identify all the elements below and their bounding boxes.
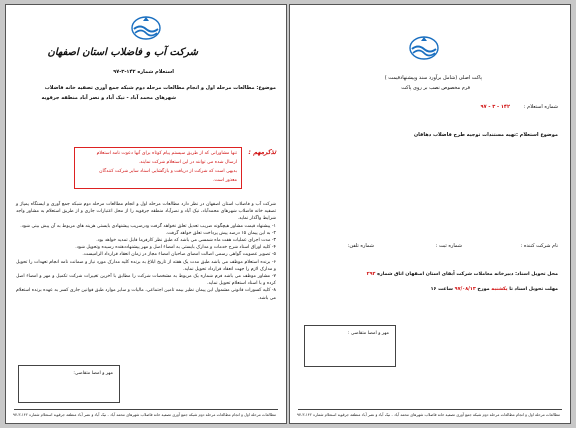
company-name: شرکت آب و فاضلاب استان اصفهان	[47, 47, 198, 58]
company-logo-icon	[130, 15, 162, 41]
applicant-stamp-label: مهر و امضا متقاضی :	[347, 331, 389, 336]
body-paragraph: ۴- کلیه اوراق اسناد شرح خدمات و مدارک بایستی به امضاء اصل و مهر پیشنهاددهنده رسیده وتحویل شود.	[75, 245, 276, 251]
delivery-place-text: محل تحویل اسناد: دبیرخانه معاملات شرکت آبفای استان اصفهان اتاق شماره	[377, 272, 558, 277]
delivery-deadline	[431, 287, 558, 292]
deadline-mid: مورخ	[477, 287, 490, 292]
envelope-header-line2: فرم مخصوص نصب بر روی پاکت	[401, 85, 470, 91]
body-paragraph: ۶- برنده استعلام موظف می باشد طبق مدت یک هفته از تاریخ ابلاغ به برنده کلیه مدارک مورد نیاز و ضمانت نامه انجام تعهدات را تحویل و مدارک لازم را جهت انعقاد قرارداد تحویل نماید.	[16, 259, 276, 272]
inquiry-number-label: شماره استعلام :	[523, 104, 558, 110]
footer-divider	[298, 409, 562, 410]
delivery-place	[367, 272, 558, 277]
deadline-prefix: مهلت تحویل اسناد تا	[509, 287, 558, 292]
subject-label: موضوع استعلام :	[515, 132, 558, 138]
page-footer: مطالعات مرحله اول و انجام مطالعات مرحله دوم شبکه جمع آوری تصفیه خانه فاضلاب شهرهای محمد آباد - نیک آباد و نصر آباد منطقه جرقویه استعلام شماره ۱۴۲-۳-۹۷	[296, 412, 560, 417]
applicant-stamp-box	[304, 325, 396, 367]
note-title: تذکرمهم :	[248, 148, 276, 156]
deadline-suffix: ساعت ۱۶	[430, 287, 453, 292]
deadline-day: یکشنبه	[491, 287, 508, 292]
company-logo-icon	[408, 35, 440, 61]
note-line-4: معذور است.	[212, 178, 237, 183]
phone-label: شماره تلفن:	[347, 243, 374, 249]
body-paragraph: ۵- تصویر عضویت گواهی رسمی اصالت امضای صاحبان امضاء مجاز در زمان انعقاد قرارداد الزامیست.	[82, 252, 276, 258]
subject-line-2: شهرهای محمد آباد - نیک آباد و نصر آباد منطقه جرقویه	[41, 95, 176, 101]
note-line-1: تنها مشاورانی که از طریق سیستم پیام کوتاه برای آنها دعوت نامه استعلام	[96, 151, 237, 156]
note-line-2: ارسال شده می توانند در این استعلام شرکت نمایند.	[138, 160, 237, 165]
sender-name-label: نام شرکت کننده :	[520, 243, 558, 249]
body-paragraph: ۲- به این پیمان ۱۵ درصد پیش پرداخت تعلق خواهد گرفت.	[165, 230, 276, 236]
applicant-stamp-label: مهر و امضا متقاضی:	[73, 371, 113, 376]
subject-text: تهیه مستندات توجیه طرح فاضلاب دهاقان	[413, 132, 516, 138]
body-paragraph: شرکت آب و فاضلاب استان اصفهان در نظر دارد مطالعات مرحله اول و انجام مطالعات مرحله دوم شبکه جمع آوری و ایستگاه پمپاژ و تصفیه خانه فاضلاب شهرهای محمدآباد، نیک آباد و نصرآباد منطقه جرقویه را از محل اعتبارات جاری و از طریق استعلام به مشاور واجد شرایط واگذار نماید.	[16, 202, 276, 222]
page-footer: مطالعات مرحله اول و انجام مطالعات مرحله دوم شبکه جمع آوری تصفیه خانه فاضلاب شهرهای محمد آباد - نیک آباد و نصر آباد منطقه جرقویه استعلام شماره ۱۴۲-۳-۹۷	[12, 412, 276, 417]
body-paragraph: ۸- کلیه کسورات قانونی مشمول این پیمان نظیر بیمه تامین اجتماعی، مالیات و سایر موارد طبق قوانین جاری کسر به عهده برنده استعلام می باشد.	[16, 288, 276, 301]
applicant-stamp-box	[18, 365, 120, 403]
inquiry-line: استعلام شماره ۱۴۲-۳-۹۷	[113, 69, 174, 75]
deadline-date: ۹۷/۰۸/۱۳	[454, 287, 476, 292]
footer-divider	[14, 409, 278, 410]
body-paragraphs	[16, 201, 276, 302]
body-paragraph: ۱- پیشنهاد قیمت مشاور هیچگونه ضریب تعدیل تعلق نخواهد گرفت ودرضریب پیشنهادی بایستی هزینه های مربوط به آن پیش بینی شود.	[20, 223, 276, 229]
subject-line-1: موضوع: مطالعات مرحله اول و انجام مطالعات مرحله دوم شبکه جمع آوری تصفیه خانه فاضلاب	[44, 85, 276, 91]
note-line-3: بدیهی است که شرکت از دریافت و بازگشایی اسناد سایر شرکت کنندگان	[99, 169, 237, 174]
body-paragraph: ۷- مشاور موظف می باشد فرم شماره یک مربوط به مشخصات شرکت را مطابق با آخرین تغییرات شرکت تکمیل و مهر و امضاء اصل کرده و با اسناد استعلام تحویل نماید.	[16, 274, 276, 287]
registration-number-label: شماره ثبت :	[435, 243, 462, 249]
body-paragraph: ۳- مدت اجرای عملیات هفت ماه شمسی می باشد که طبق نظر کارفرما قابل تمدید خواهد بود.	[96, 238, 276, 244]
inquiry-number: ۱۴۲ - ۳ - ۹۷	[480, 104, 510, 110]
delivery-room-number: ۲۹۲	[366, 272, 376, 277]
important-note-box	[74, 147, 242, 189]
left-page	[5, 4, 287, 424]
envelope-header-line1: پاکت اصلی (شامل برآورد سند وپیشنهادقیمت )	[384, 75, 482, 81]
right-page	[289, 4, 571, 424]
